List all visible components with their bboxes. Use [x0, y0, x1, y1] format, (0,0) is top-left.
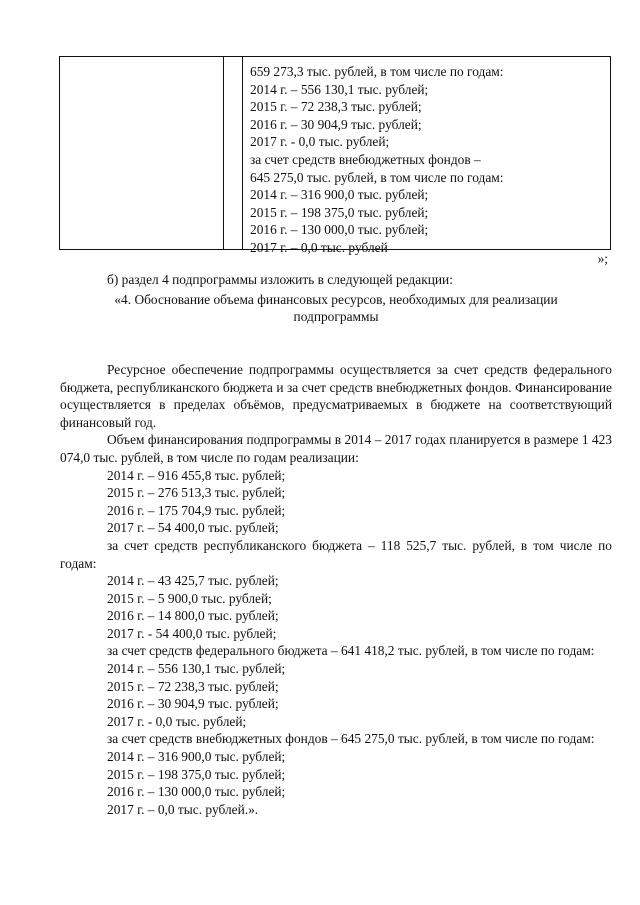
table-line: 645 275,0 тыс. рублей, в том числе по годам: [250, 169, 504, 185]
list-item: 2015 г. – 198 375,0 тыс. рублей; [107, 766, 286, 782]
list-item: 2017 г. – 54 400,0 тыс. рублей; [107, 520, 279, 536]
list-item: 2015 г. – 5 900,0 тыс. рублей; [107, 590, 272, 606]
table-line: 2017 г. – 0,0 тыс. рублей [250, 239, 388, 255]
document-body [60, 271, 612, 818]
table-line: за счет средств внебюджетных фондов – [250, 151, 481, 167]
list-item: 2016 г. – 175 704,9 тыс. рублей; [107, 502, 286, 518]
list-item: 2014 г. – 556 130,1 тыс. рублей; [107, 661, 286, 677]
table-line: 2015 г. – 198 375,0 тыс. рублей; [250, 204, 429, 220]
amendment-intro: б) раздел 4 подпрограммы изложить в следующей редакции: [107, 272, 453, 287]
table-column-divider [223, 57, 224, 249]
list-item: 2014 г. – 316 900,0 тыс. рублей; [107, 749, 286, 765]
list-item: 2017 г. - 54 400,0 тыс. рублей; [107, 625, 277, 641]
list-item: 2016 г. – 14 800,0 тыс. рублей; [107, 608, 279, 624]
section-heading-line2: подпрограммы [293, 309, 379, 325]
section-heading-line1: «4. Обоснование объема финансовых ресурсов, необходимых для реализации [114, 291, 558, 307]
table-line: 2014 г. – 316 900,0 тыс. рублей; [250, 187, 429, 203]
list-item: 2014 г. – 916 455,8 тыс. рублей; [107, 467, 286, 483]
table-column-divider [242, 57, 243, 249]
list-item: 2016 г. – 30 904,9 тыс. рублей; [107, 696, 279, 712]
list-item: 2015 г. – 72 238,3 тыс. рублей; [107, 678, 279, 694]
list-item: 2017 г. – 0,0 тыс. рублей.». [107, 801, 259, 817]
table-line: 2015 г. – 72 238,3 тыс. рублей; [250, 99, 422, 115]
list-item: 2014 г. – 43 425,7 тыс. рублей; [107, 573, 279, 589]
table-closing-quote: »; [597, 251, 608, 266]
financing-table-fragment [59, 56, 611, 255]
paragraph-total-volume: Объем финансирования подпрограммы в 2014 – 2017 годах планируется в размере 1 423 074,0 тыс. рублей, в том числе по годам реализации: [60, 432, 612, 465]
list-item: 2017 г. - 0,0 тыс. рублей; [107, 713, 247, 729]
paragraph-federal-budget: за счет средств федерального бюджета – 641 418,2 тыс. рублей, в том числе по годам: [107, 643, 595, 659]
table-line: 2017 г. - 0,0 тыс. рублей; [250, 134, 390, 150]
list-item: 2016 г. – 130 000,0 тыс. рублей; [107, 784, 286, 800]
table-line: 2014 г. – 556 130,1 тыс. рублей; [250, 81, 429, 97]
table-line: 2016 г. – 30 904,9 тыс. рублей; [250, 116, 422, 132]
paragraph-republic-budget: за счет средств республиканского бюджета – 118 525,7 тыс. рублей, в том числе по годам: [60, 537, 612, 571]
table-line: 2016 г. – 130 000,0 тыс. рублей; [250, 222, 429, 238]
paragraph-resources: Ресурсное обеспечение подпрограммы осуществляется за счет средств федерального бюджета, республиканского бюджета и за счет средств внебюджетных фондов. Финансирование осуществляется в пределах объёмов, предусматриваемых в бюджете на соответствующий финансовый год. [60, 361, 612, 430]
paragraph-extrabudget-funds: за счет средств внебюджетных фондов – 645 275,0 тыс. рублей, в том числе по годам: [107, 731, 595, 747]
table-line: 659 273,3 тыс. рублей, в том числе по годам: [250, 64, 504, 79]
list-item: 2015 г. – 276 513,3 тыс. рублей; [107, 485, 286, 501]
table-cell-financing [250, 63, 604, 257]
